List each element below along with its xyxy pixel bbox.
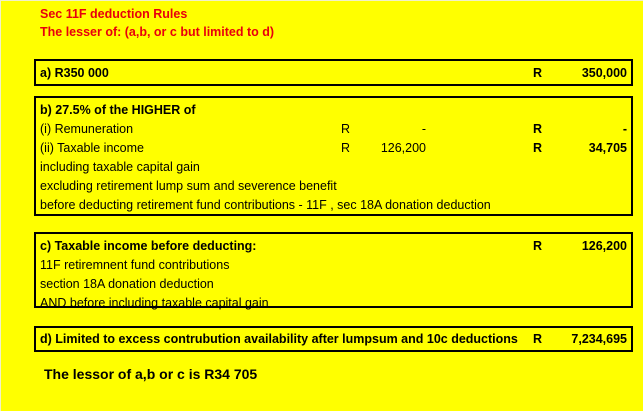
- section-a-currency: R: [533, 66, 543, 80]
- section-c-note-row: [36, 275, 631, 294]
- section-c-heading: c) Taxable income before deducting:: [40, 239, 257, 253]
- section-b-item-remuneration: [36, 120, 631, 139]
- section-b-item-1-currency: R: [533, 141, 543, 155]
- title-line-2: The lesser of: (a,b, or c but limited to d): [40, 25, 275, 39]
- section-c-note-2: AND before including taxable capital gain: [40, 296, 269, 310]
- section-d-label: d) Limited to excess contrubution availability after lumpsum and 10c deductions: [40, 332, 518, 346]
- section-b-note-row: [36, 158, 631, 177]
- section-b-heading-row: [36, 101, 631, 120]
- section-a-box: [34, 59, 633, 86]
- title-block: [40, 5, 600, 41]
- section-b-item-0-label: (i) Remuneration: [40, 122, 134, 136]
- title-line-1: Sec 11F deduction Rules: [40, 7, 188, 21]
- section-b-item-1-value: 34,705: [588, 141, 627, 155]
- section-b-item-0-inner-value: -: [421, 122, 426, 136]
- section-c-note-1: section 18A donation deduction: [40, 277, 214, 291]
- section-a-label: a) R350 000: [40, 66, 109, 80]
- section-c-box: [34, 232, 633, 308]
- section-c-value: 126,200: [581, 239, 627, 253]
- section-b-item-1-label: (ii) Taxable income: [40, 141, 144, 155]
- section-d-currency: R: [533, 332, 543, 346]
- section-b-note-row: [36, 196, 631, 215]
- section-d-row: [36, 330, 631, 349]
- section-b-box: [34, 96, 633, 216]
- section-b-item-taxable-income: [36, 139, 631, 158]
- section-b-note-2: before deducting retirement fund contributions - 11F , sec 18A donation deduction: [40, 198, 491, 212]
- section-b-note-1: excluding retirement lump sum and severence benefit: [40, 179, 337, 193]
- section-b-item-0-inner-currency: R: [341, 122, 351, 136]
- section-b-item-1-inner-value: 126,200: [380, 141, 426, 155]
- section-d-box: [34, 326, 633, 352]
- section-c-heading-row: [36, 237, 631, 256]
- summary-text: The lessor of a,b or c is R34 705: [44, 366, 258, 382]
- section-b-item-1-inner-currency: R: [341, 141, 351, 155]
- section-b-item-0-currency: R: [533, 122, 543, 136]
- section-b-item-0-value: -: [622, 122, 627, 136]
- section-b-heading: b) 27.5% of the HIGHER of: [40, 103, 196, 117]
- section-a-value: 350,000: [581, 66, 627, 80]
- section-c-note-row: [36, 294, 631, 313]
- section-c-currency: R: [533, 239, 543, 253]
- section-d-value: 7,234,695: [571, 332, 627, 346]
- section-c-note-row: [36, 256, 631, 275]
- section-a-row: [36, 64, 631, 83]
- section-c-note-0: 11F retiremnent fund contributions: [40, 258, 230, 272]
- section-b-note-row: [36, 177, 631, 196]
- section-b-note-0: including taxable capital gain: [40, 160, 200, 174]
